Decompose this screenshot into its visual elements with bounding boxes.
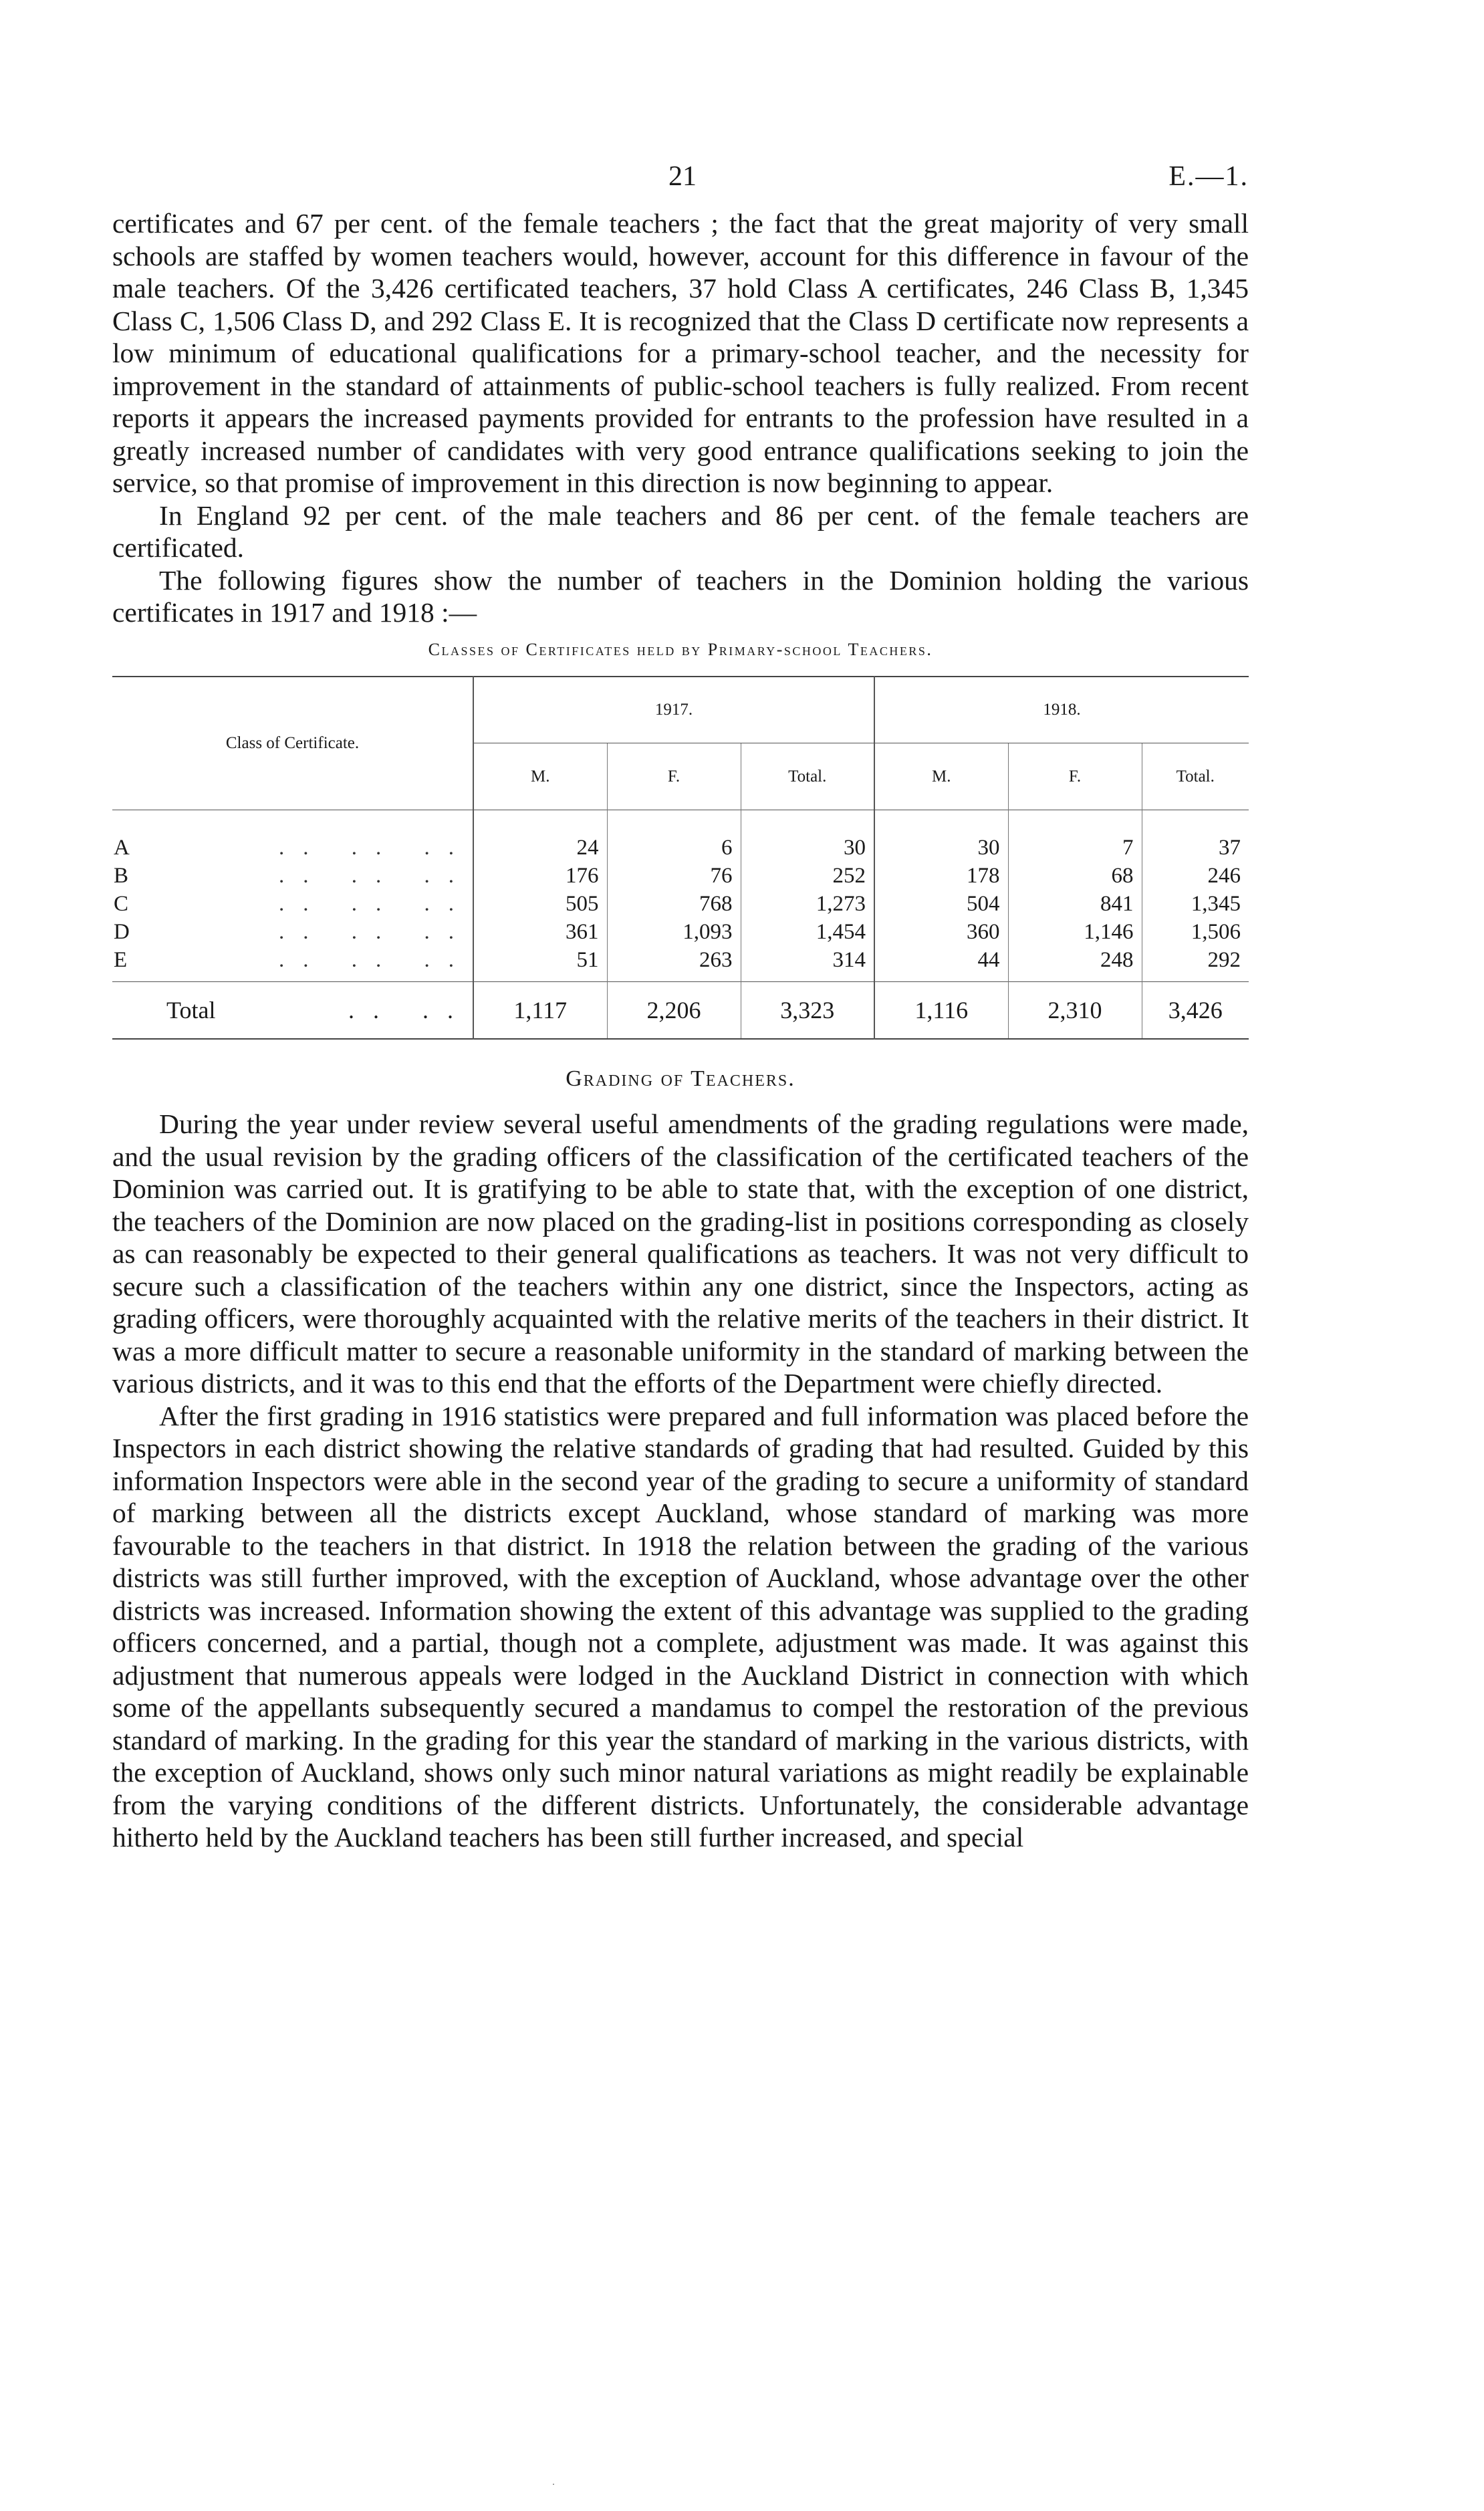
document-reference: E.—1. — [1168, 161, 1249, 192]
cell-value: 360 — [874, 918, 1008, 946]
cell-value: 768 — [607, 890, 741, 918]
total-value: 3,323 — [741, 982, 874, 1040]
total-value: 1,116 — [874, 982, 1008, 1040]
cell-value: 252 — [741, 862, 874, 890]
table-row — [112, 810, 1249, 862]
header-female-1917: F. — [607, 743, 741, 810]
cell-value: 6 — [607, 810, 741, 862]
cell-value: 505 — [473, 890, 607, 918]
table-row — [112, 918, 1249, 946]
cell-value: 1,273 — [741, 890, 874, 918]
cell-value: 30 — [874, 810, 1008, 862]
leader-dots: .. .. .. — [279, 920, 473, 944]
paragraph-england: In England 92 per cent. of the male teachers and 86 per cent. of the female teachers are certificated. — [112, 499, 1249, 563]
page-header — [112, 160, 1249, 207]
cell-value: 76 — [607, 862, 741, 890]
cell-value: 504 — [874, 890, 1008, 918]
section-heading-grading — [112, 1066, 1249, 1092]
total-value: 3,426 — [1142, 982, 1249, 1040]
cell-value: 248 — [1008, 946, 1142, 982]
table-row — [112, 890, 1249, 918]
table-row — [112, 946, 1249, 982]
row-class: E — [114, 948, 128, 972]
header-total-1918: Total. — [1142, 743, 1249, 810]
cell-value: 263 — [607, 946, 741, 982]
cell-value: 1,454 — [741, 918, 874, 946]
cell-value: 314 — [741, 946, 874, 982]
leader-dots: .. .. .. — [279, 892, 473, 916]
cell-value: 37 — [1142, 810, 1249, 862]
cell-value: 24 — [473, 810, 607, 862]
row-class: A — [114, 836, 130, 860]
table-row — [112, 862, 1249, 890]
total-label: Total — [166, 997, 216, 1024]
paragraph-certificates: certificates and 67 per cent. of the female teachers ; the fact that the great majority of very small schools are staffed by women teachers would, however, account for this difference in favour of the male teachers. Of the 3,426 certificated teachers, 37 hold Class A certificates, 246 Class B, 1,345 Class C, 1,506 Class D, and 292 Class E. It is recognized that the Class D certificate now represents a low minimum of educational qualifications for a primary-school teacher, and the necessity for improvement in the standard of attainments of public-school teachers is fully realized. From recent reports it appears the increased payments provided for entrants to the profession have resulted in a greatly increased number of candidates with very good entrance qualifications seeking to join the service, so that promise of improvement in this direction is now beginning to appear. — [112, 208, 1249, 498]
cell-value: 1,345 — [1142, 890, 1249, 918]
paragraph-year-under-review: During the year under review several useful amendments of the grading regulations were made, and the usual revision by the grading officers of the classification of the certificated teachers of the Dominion was carried out. It is gratifying to be able to state that, with the exception of one district, the teachers of the Dominion are now placed on the grading-list in positions corresponding as closely as can reasonably be expected to their general qualifications as teachers. It was not very difficult to secure such a classification of the teachers within any one district, since the Inspectors, acting as grading officers, were thoroughly acquainted with the relative merits of the teachers in their district. It was a more difficult matter to secure a reasonable uniformity in the standard of marking between the various districts, and it was to this end that the efforts of the Department were chiefly directed. — [112, 1108, 1249, 1399]
leader-dots: .. .. .. — [279, 864, 473, 888]
row-class: B — [114, 864, 129, 888]
cell-value: 1,146 — [1008, 918, 1142, 946]
table-title: Classes of Certificates held by Primary-school Teachers. — [428, 639, 933, 659]
header-total-1917: Total. — [741, 743, 874, 810]
paragraph-first-grading: After the first grading in 1916 statistics were prepared and full information was placed before the Inspectors in each district showing the relative standards of grading that had resulted. Guided by this information Inspectors were able in the second year of the grading to secure a uniformity of standard of marking between all the districts except Auckland, whose standard of marking was more favourable to the teachers in that district. In 1918 the relation between the grading of the various districts was still further improved, with the exception of Auckland, whose advantage over the other districts was increased. Information showing the extent of this advantage was supplied to the grading officers concerned, and a partial, though not a complete, adjustment was made. It was against this adjustment that numerous appeals were lodged in the Auckland District in connection with which some of the appellants subsequently secured a mandamus to compel the restoration of the previous standard of marking. In the grading for this year the standard of marking in the various districts, with the exception of Auckland, shows only such minor natural variations as might readily be explainable from the varying conditions of the different districts. Unfortunately, the considerable advantage hitherto held by the Auckland teachers has been still further increased, and special — [112, 1400, 1249, 1852]
year-header-1918: 1918. — [874, 677, 1249, 743]
total-value: 1,117 — [473, 982, 607, 1040]
cell-value: 7 — [1008, 810, 1142, 862]
cell-value: 841 — [1008, 890, 1142, 918]
page-number: 21 — [668, 161, 697, 192]
cell-value: 292 — [1142, 946, 1249, 982]
cell-value: 178 — [874, 862, 1008, 890]
header-female-1918: F. — [1008, 743, 1142, 810]
stray-mark: . — [552, 2476, 555, 2488]
cell-value: 30 — [741, 810, 874, 862]
header-male-1918: M. — [874, 743, 1008, 810]
total-label-cell — [166, 982, 473, 1040]
table-total-row — [112, 982, 1249, 1040]
page — [112, 160, 1249, 1854]
paragraph-following-figures: The following figures show the number of teachers in the Dominion holding the various certificates in 1917 and 1918 :— — [112, 564, 1249, 628]
cell-value: 51 — [473, 946, 607, 982]
section-heading-text: Grading of Teachers. — [566, 1066, 795, 1091]
cell-value: 246 — [1142, 862, 1249, 890]
row-class: D — [114, 920, 130, 944]
cell-value: 176 — [473, 862, 607, 890]
leader-dots: .. .. .. — [279, 948, 473, 972]
row-class: C — [114, 892, 129, 916]
cell-value: 68 — [1008, 862, 1142, 890]
certificates-table — [112, 676, 1249, 1040]
leader-dots: .. .. .. — [279, 836, 473, 860]
total-value: 2,206 — [607, 982, 741, 1040]
cell-value: 361 — [473, 918, 607, 946]
class-of-certificate-header: Class of Certificate. — [225, 733, 360, 752]
cell-value: 1,093 — [607, 918, 741, 946]
cell-value: 44 — [874, 946, 1008, 982]
cell-value: 1,506 — [1142, 918, 1249, 946]
total-value: 2,310 — [1008, 982, 1142, 1040]
leader-dots: .. .. — [348, 997, 472, 1024]
year-header-1917: 1917. — [473, 677, 874, 743]
header-male-1917: M. — [473, 743, 607, 810]
